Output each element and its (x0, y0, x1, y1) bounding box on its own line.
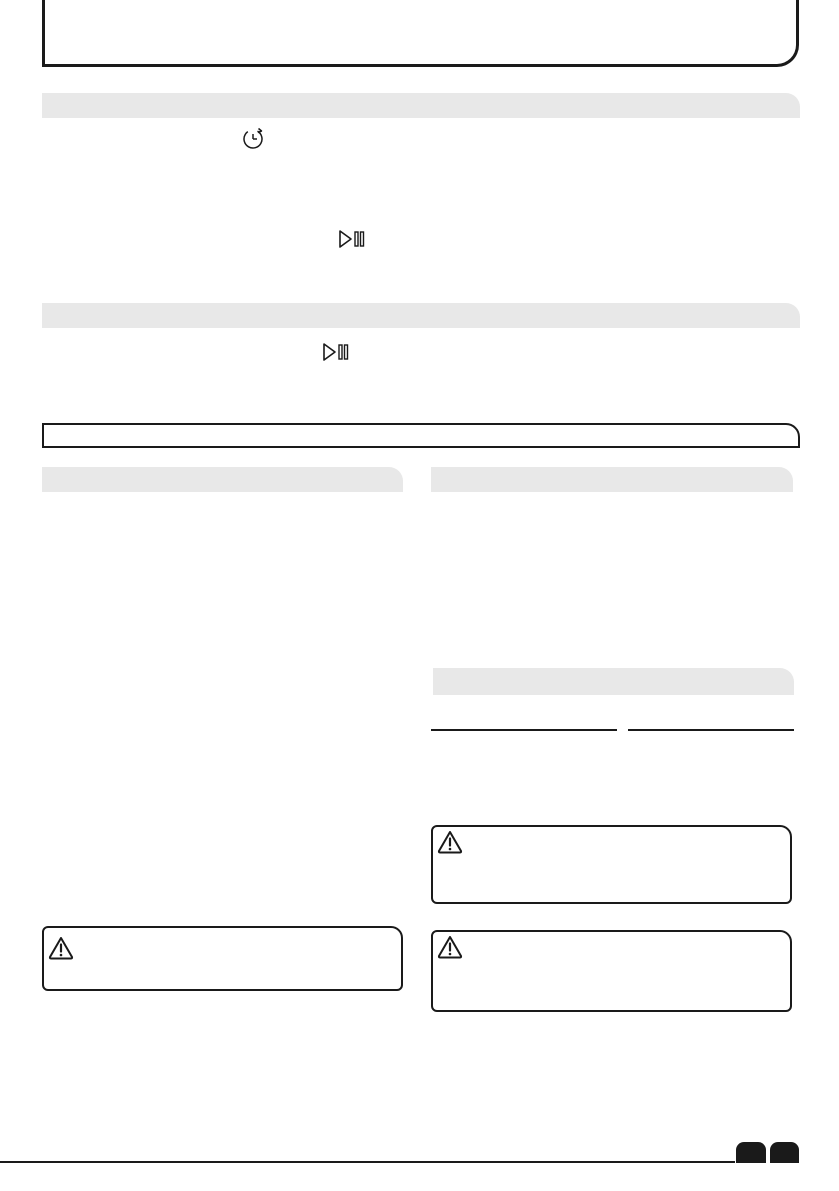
chapter-header-bar (42, 423, 800, 448)
warning-box-1 (431, 825, 792, 904)
left-column-header-band (42, 467, 403, 492)
table-column-rule-2 (628, 729, 794, 731)
warning-triangle-icon (437, 935, 463, 964)
delay-timer-icon (241, 126, 265, 150)
page-tab-left (736, 1142, 766, 1163)
warning-box-3 (431, 930, 792, 1012)
table-column-rule-1 (431, 729, 617, 731)
warning-triangle-icon (437, 830, 463, 859)
warning-triangle-icon (48, 936, 74, 965)
section-header-band-2 (42, 303, 800, 328)
right-subsection-header-band (433, 668, 794, 695)
start-pause-icon (322, 342, 352, 362)
footer-rule (0, 1161, 735, 1163)
warning-box-2 (42, 926, 403, 991)
right-column-header-band (431, 467, 793, 492)
start-pause-icon (338, 229, 368, 249)
section-header-band-1 (42, 93, 800, 118)
page-title-frame (42, 0, 799, 67)
page-tab-right (770, 1142, 799, 1163)
